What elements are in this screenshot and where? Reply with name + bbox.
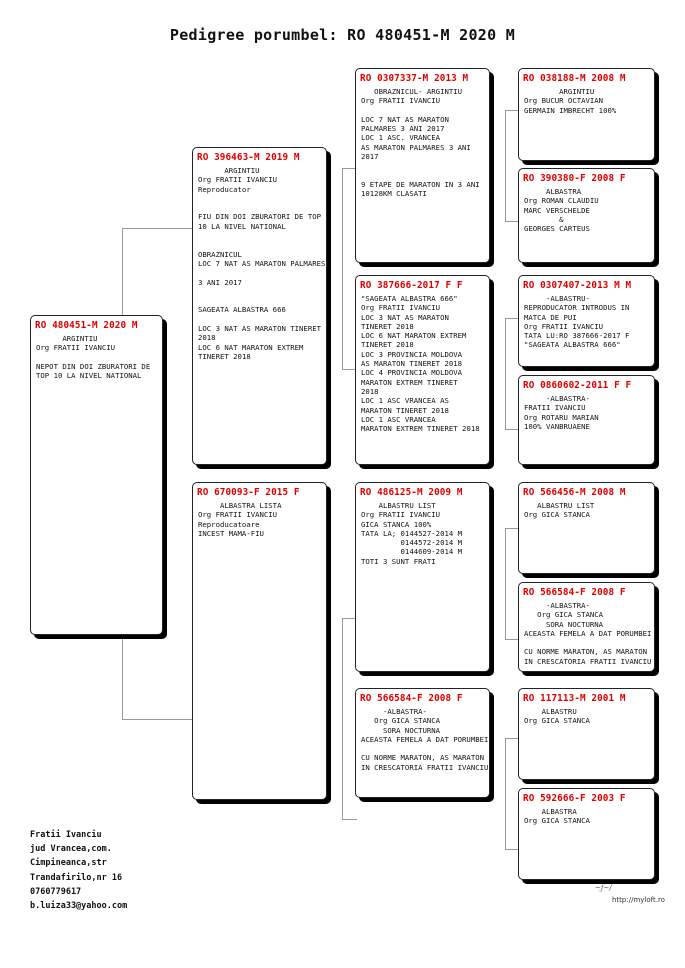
detail-line: IN CRESCATORIA FRATII IVANCIU	[361, 762, 489, 772]
detail-line: Org GICA STANCA	[524, 716, 590, 726]
detail-line: 3 ANI 2017	[198, 277, 242, 287]
pigeon-details	[519, 804, 654, 826]
detail-line: ARGINTIU	[198, 166, 260, 175]
detail-line: -ALBASTRA-	[524, 394, 590, 403]
detail-line: MARATON EXTREM TINERET 2018	[361, 424, 480, 434]
page-title: Pedigree porumbel: RO 480451-M 2020 M	[169, 26, 516, 44]
pigeon-details	[519, 84, 654, 115]
ring-number: RO 486125-M 2009 M	[360, 487, 463, 498]
detail-line: ALBASTRU LIST	[361, 501, 436, 510]
detail-line: CU NORME MARATON, AS MARATON	[524, 647, 648, 657]
pigeon-details	[193, 498, 326, 538]
pigeon-card-sss	[518, 68, 655, 161]
ring-number: RO 0307407-2013 M M	[523, 280, 632, 291]
pigeon-details	[519, 704, 654, 726]
pigeon-card-dds	[518, 688, 655, 780]
pigeon-card-subject	[30, 315, 163, 635]
detail-line: 2017	[361, 152, 379, 162]
signature-icon: ~ƒ~/	[595, 884, 612, 892]
detail-line: NEPOT DIN DOI ZBURATORI DE	[36, 361, 151, 371]
detail-line: SORA NOCTURNA	[524, 619, 604, 629]
pigeon-card-dam-dam	[355, 688, 490, 798]
detail-line: ALBASTRA	[524, 807, 577, 816]
detail-line: b.luiza33@yahoo.com	[30, 901, 128, 912]
detail-line: Org ROMAN CLAUDIU	[524, 196, 599, 206]
pigeon-card-sire	[192, 147, 327, 465]
detail-line: Org FRATII IVANCIU	[361, 303, 441, 313]
detail-line: LOC 1 ASC VRANCEA	[361, 414, 436, 424]
detail-line	[361, 106, 489, 115]
detail-line: ALBASTRA	[524, 187, 582, 196]
detail-line: LOC 7 NAT AS MARATON	[361, 114, 449, 124]
detail-line: PALMARES 3 ANI 2017	[361, 124, 445, 134]
pigeon-card-sdd	[518, 375, 655, 465]
pigeon-card-dsd	[518, 582, 655, 672]
pigeon-details	[356, 704, 489, 772]
ring-number: RO 038188-M 2008 M	[523, 73, 626, 84]
detail-line: LOC 3 NAT AS MARATON	[361, 312, 449, 322]
ring-number: RO 387666-2017 F F	[360, 280, 463, 291]
detail-line	[198, 268, 326, 277]
pigeon-details	[356, 84, 489, 199]
ring-number: RO 566456-M 2008 M	[523, 487, 626, 498]
detail-line: TATA LA; 0144527-2014 M	[361, 528, 463, 538]
detail-line	[198, 240, 326, 249]
detail-line: ACEASTA FEMELA A DAT PORUMBEI	[361, 734, 489, 744]
detail-line: TATA LU:RO 387666-2017 F	[524, 331, 630, 341]
detail-line: INCEST MAMA-FIU	[198, 528, 264, 538]
detail-line: 100% VANBRUAENE	[524, 421, 590, 431]
detail-line: Reproducator	[198, 184, 251, 194]
pigeon-details	[31, 331, 162, 380]
detail-line: LOC 4 PROVINCIA MOLDOVA	[361, 368, 463, 378]
pigeon-details	[519, 391, 654, 431]
detail-line: MATCA DE PUI	[524, 312, 577, 322]
detail-line	[361, 171, 489, 180]
detail-line: ARGINTIU	[524, 87, 595, 96]
detail-line: Org FRATII IVANCIU	[36, 343, 116, 353]
ring-number: RO 117113-M 2001 M	[523, 693, 626, 704]
detail-line	[198, 194, 326, 203]
detail-line: Org GICA STANCA	[524, 816, 590, 826]
ring-number: RO 592666-F 2003 F	[523, 793, 626, 804]
detail-line: ALBASTRU LIST	[524, 501, 595, 510]
detail-line: MARC VERSCHELDE	[524, 205, 590, 215]
detail-line: 0144572-2014 M	[361, 538, 463, 548]
detail-line	[198, 287, 326, 296]
detail-line: TOP 10 LA NIVEL NATIONAL	[36, 371, 142, 381]
detail-line: GEORGES CARTEUS	[524, 224, 590, 234]
detail-line: Fratii Ivanciu	[30, 830, 102, 840]
detail-line: GICA STANCA 100%	[361, 519, 432, 529]
pigeon-details	[519, 184, 654, 233]
detail-line	[198, 315, 326, 324]
ring-number: RO 390380-F 2008 F	[523, 173, 626, 184]
detail-line: SAGEATA ALBASTRA 666	[198, 305, 286, 315]
detail-line: MARATON TINERET 2018	[361, 405, 449, 415]
detail-line: LOC 7 NAT AS MARATON PALMARES	[198, 258, 326, 268]
pigeon-details	[356, 498, 489, 566]
pigeon-card-ddd	[518, 788, 655, 880]
detail-line: LOC 6 NAT MARATON EXTREM	[361, 331, 467, 341]
detail-line: CU NORME MARATON, AS MARATON	[361, 753, 485, 763]
detail-line: SORA NOCTURNA	[361, 725, 441, 735]
pigeon-card-ssd	[518, 168, 655, 263]
detail-line: LOC 3 NAT AS MARATON TINERET	[198, 324, 322, 334]
detail-line: LOC 1 ASC VRANCEA AS	[361, 396, 449, 406]
detail-line: 0144609-2014 M	[361, 547, 463, 557]
detail-line	[198, 231, 326, 240]
detail-line: -ALBASTRU-	[524, 294, 590, 303]
pigeon-details	[519, 291, 654, 350]
breeder-contact	[30, 828, 127, 913]
detail-line: 2018	[361, 386, 379, 396]
detail-line	[198, 203, 326, 212]
detail-line	[524, 638, 654, 647]
detail-line: Cimpineanca,str	[30, 858, 107, 869]
pigeon-card-dam-sire	[355, 482, 490, 672]
detail-line: ALBASTRU	[524, 707, 577, 716]
detail-line	[36, 353, 162, 362]
detail-line: TINERET 2018	[198, 351, 251, 361]
detail-line: LOC 3 PROVINCIA MOLDOVA	[361, 349, 463, 359]
detail-line: jud Vrancea,com.	[30, 844, 112, 855]
detail-line: GERMAIN IMBRECHT 100%	[524, 105, 617, 115]
pigeon-card-sire-sire	[355, 68, 490, 263]
ring-number: RO 670093-F 2015 F	[197, 487, 300, 498]
ring-number: RO 566584-F 2008 F	[523, 587, 626, 598]
detail-line: Org ROTARU MARIAN	[524, 412, 599, 422]
pigeon-card-dam	[192, 482, 327, 800]
ring-number: RO 480451-M 2020 M	[35, 320, 138, 331]
detail-line: Org GICA STANCA	[361, 716, 441, 726]
pigeon-details	[519, 498, 654, 520]
detail-line: AS MARATON TINERET 2018	[361, 359, 463, 369]
detail-line: Org FRATII IVANCIU	[361, 510, 441, 520]
detail-line: Trandafirilo,nr 16	[30, 872, 123, 883]
detail-line: FRATII IVANCIU	[524, 403, 586, 413]
detail-line: LOC 6 NAT MARATON EXTREM	[198, 342, 304, 352]
detail-line: TINERET 2018	[361, 321, 414, 331]
detail-line: 10 LA NIVEL NATIONAL	[198, 221, 286, 231]
detail-line: OBRAZNICUL	[198, 249, 242, 259]
pigeon-details	[519, 598, 654, 666]
detail-line: TINERET 2018	[361, 340, 414, 350]
detail-line	[198, 296, 326, 305]
detail-line: ARGINTIU	[36, 334, 98, 343]
detail-line: ACEASTA FEMELA A DAT PORUMBEI	[524, 628, 652, 638]
detail-line: Org FRATII IVANCIU	[198, 510, 278, 520]
pigeon-details	[193, 163, 326, 361]
footer-url: http://myloft.ro	[612, 896, 665, 904]
detail-line: LOC 1 ASC. VRANCEA	[361, 133, 441, 143]
detail-line: ALBASTRA LISTA	[198, 501, 282, 510]
detail-line: Org FRATII IVANCIU	[361, 96, 441, 106]
detail-line: 2018	[198, 333, 216, 343]
detail-line: Org GICA STANCA	[524, 610, 604, 620]
detail-line: "SAGEATA ALBASTRA 666"	[361, 294, 458, 303]
pigeon-details	[356, 291, 489, 433]
detail-line: Org FRATII IVANCIU	[524, 321, 604, 331]
detail-line: Org GICA STANCA	[524, 510, 590, 520]
pigeon-card-sds	[518, 275, 655, 367]
detail-line	[361, 744, 489, 753]
detail-line: OBRAZNICUL- ARGINTIU	[361, 87, 463, 96]
detail-line: -ALBASTRA-	[524, 601, 590, 610]
detail-line: Org FRATII IVANCIU	[198, 175, 278, 185]
detail-line: -ALBASTRA-	[361, 707, 427, 716]
detail-line: IN CRESCATORIA FRATII IVANCIU	[524, 656, 652, 666]
detail-line: FIU DIN DOI ZBURATORI DE TOP	[198, 212, 322, 222]
ring-number: RO 566584-F 2008 F	[360, 693, 463, 704]
ring-number: RO 0307337-M 2013 M	[360, 73, 469, 84]
detail-line: "SAGEATA ALBASTRA 666"	[524, 340, 621, 350]
detail-line: &	[524, 214, 564, 224]
detail-line: REPRODUCATOR INTRODUS IN	[524, 303, 630, 313]
detail-line: 0760779617	[30, 886, 82, 897]
detail-line	[361, 161, 489, 170]
detail-line: MARATON EXTREM TINERET	[361, 377, 458, 387]
detail-line: 10128KM CLASATI	[361, 189, 427, 199]
detail-line: AS MARATON PALMARES 3 ANI	[361, 142, 471, 152]
detail-line: 9 ETAPE DE MARATON IN 3 ANI	[361, 179, 480, 189]
detail-line: TOTI 3 SUNT FRATI	[361, 556, 436, 566]
ring-number: RO 0860602-2011 F F	[523, 380, 632, 391]
detail-line: Reproducatoare	[198, 519, 260, 529]
ring-number: RO 396463-M 2019 M	[197, 152, 300, 163]
pigeon-card-sire-dam	[355, 275, 490, 465]
pigeon-card-dss	[518, 482, 655, 574]
detail-line: Org BUCUR OCTAVIAN	[524, 96, 604, 106]
